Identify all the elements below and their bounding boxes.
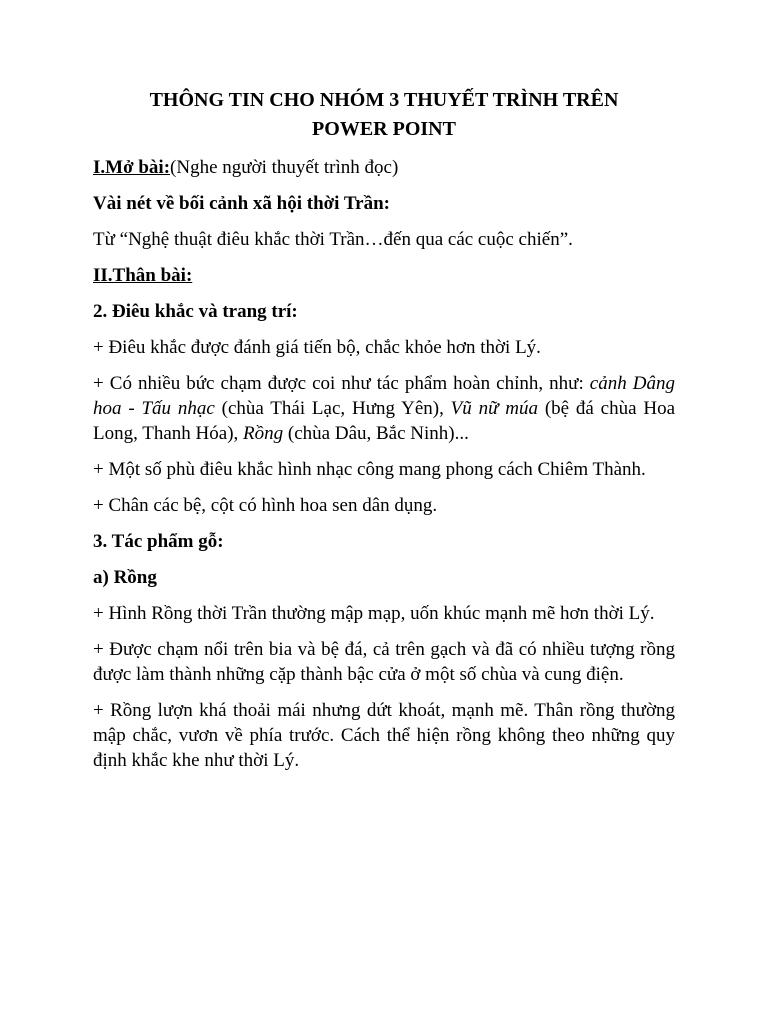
body-heading: II.Thân bài:: [93, 265, 193, 286]
document-page: [93, 86, 675, 784]
work-rong: Rồng: [243, 423, 284, 444]
section-2-heading: 2. Điêu khắc và trang trí:: [93, 301, 298, 322]
document-title: [93, 86, 675, 144]
section-2-item-4: + Chân các bệ, cột có hình hoa sen dân dụng.: [93, 495, 438, 516]
place-hoa-long: (bệ đá chùa Hoa Long, Thanh Hóa),: [93, 398, 676, 444]
item-2-lead: + Có nhiều bức chạm được coi như tác phẩm hoàn chỉnh, như:: [93, 373, 590, 394]
place-chua-dau: (chùa Dâu, Bắc Ninh)...: [283, 423, 469, 444]
intro-heading: I.Mở bài:: [93, 157, 171, 178]
section-2-item-1: + Điêu khắc được đánh giá tiến bộ, chắc khỏe hơn thời Lý.: [93, 337, 541, 358]
title-line-1: THÔNG TIN CHO NHÓM 3 THUYẾT TRÌNH TRÊN: [149, 89, 619, 111]
context-heading: Vài nét về bối cảnh xã hội thời Trần:: [93, 193, 390, 214]
context-text: Từ “Nghệ thuật điêu khắc thời Trần…đến qua các cuộc chiến”.: [93, 229, 573, 250]
section-3-item-2: + Được chạm nổi trên bia và bệ đá, cả trên gạch và đã có nhiều tượng rồng được làm thành những cặp thành bậc cửa ở một số chùa và cung điện.: [93, 639, 675, 685]
intro-paragraph: [93, 155, 675, 180]
section-2-item-2: [93, 371, 675, 446]
section-3-sub-a: a) Rồng: [93, 567, 157, 588]
work-vu-nu-mua: Vũ nữ múa: [450, 398, 539, 419]
work-dang-hoa: cảnh Dâng hoa - Tấu nhạc: [93, 373, 676, 419]
section-2-item-3: + Một số phù điêu khắc hình nhạc công mang phong cách Chiêm Thành.: [93, 459, 646, 480]
intro-note: (Nghe người thuyết trình đọc): [170, 157, 399, 178]
section-3-item-3: + Rồng lượn khá thoải mái nhưng dứt khoát, mạnh mẽ. Thân rồng thường mập chắc, vươn về phía trước. Cách thể hiện rồng không theo những quy định khắc khe như thời Lý.: [93, 700, 675, 771]
place-thai-lac: (chùa Thái Lạc, Hưng Yên),: [214, 398, 451, 419]
section-3-item-1: + Hình Rồng thời Trần thường mập mạp, uốn khúc mạnh mẽ hơn thời Lý.: [93, 603, 655, 624]
title-line-2: POWER POINT: [312, 118, 456, 140]
section-3-heading: 3. Tác phẩm gỗ:: [93, 531, 224, 552]
